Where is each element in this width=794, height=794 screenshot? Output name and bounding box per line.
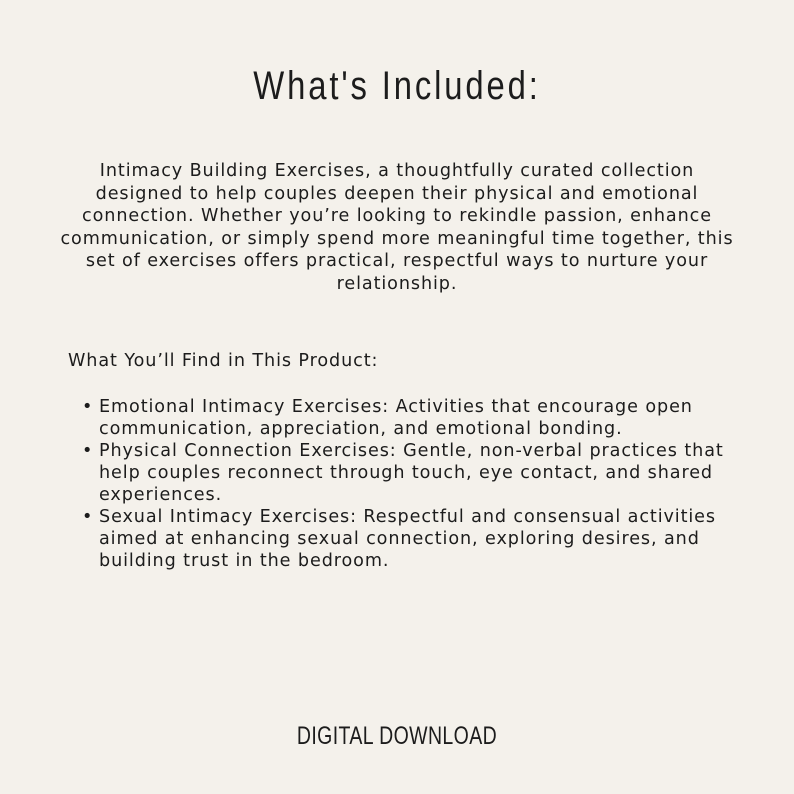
digital-download-label: DIGITAL DOWNLOAD	[296, 722, 498, 750]
bullet-icon: •	[82, 441, 94, 461]
bullet-icon: •	[82, 507, 94, 527]
bullet-icon: •	[82, 397, 94, 417]
feature-text: Sexual Intimacy Exercises: Respectful and consensual activities aimed at enhancing sexual connection, exploring desires, and building trust in the bedroom.	[99, 507, 716, 571]
list-item-emotional-intimacy	[74, 396, 744, 440]
intro-paragraph: Intimacy Building Exercises, a thoughtfully curated collection designed to help couples deepen their physical and emotional connection. Whether you’re looking to rekindle passion, enhance communication, or simply spend more meaningful time together, this set of exercises offers practical, respectful ways to nurture your relationship.	[60, 161, 734, 294]
list-item-physical-connection	[74, 440, 744, 506]
feature-text: Physical Connection Exercises: Gentle, non-verbal practices that help couples reconnect through touch, eye contact, and shared experiences.	[99, 441, 724, 505]
feature-text: Emotional Intimacy Exercises: Activities that encourage open communication, appreciation, and emotional bonding.	[99, 397, 693, 439]
list-item-sexual-intimacy	[74, 506, 744, 572]
features-heading: What You’ll Find in This Product:	[68, 351, 379, 371]
page-title: What's Included:	[253, 64, 541, 108]
features-list	[74, 396, 744, 572]
